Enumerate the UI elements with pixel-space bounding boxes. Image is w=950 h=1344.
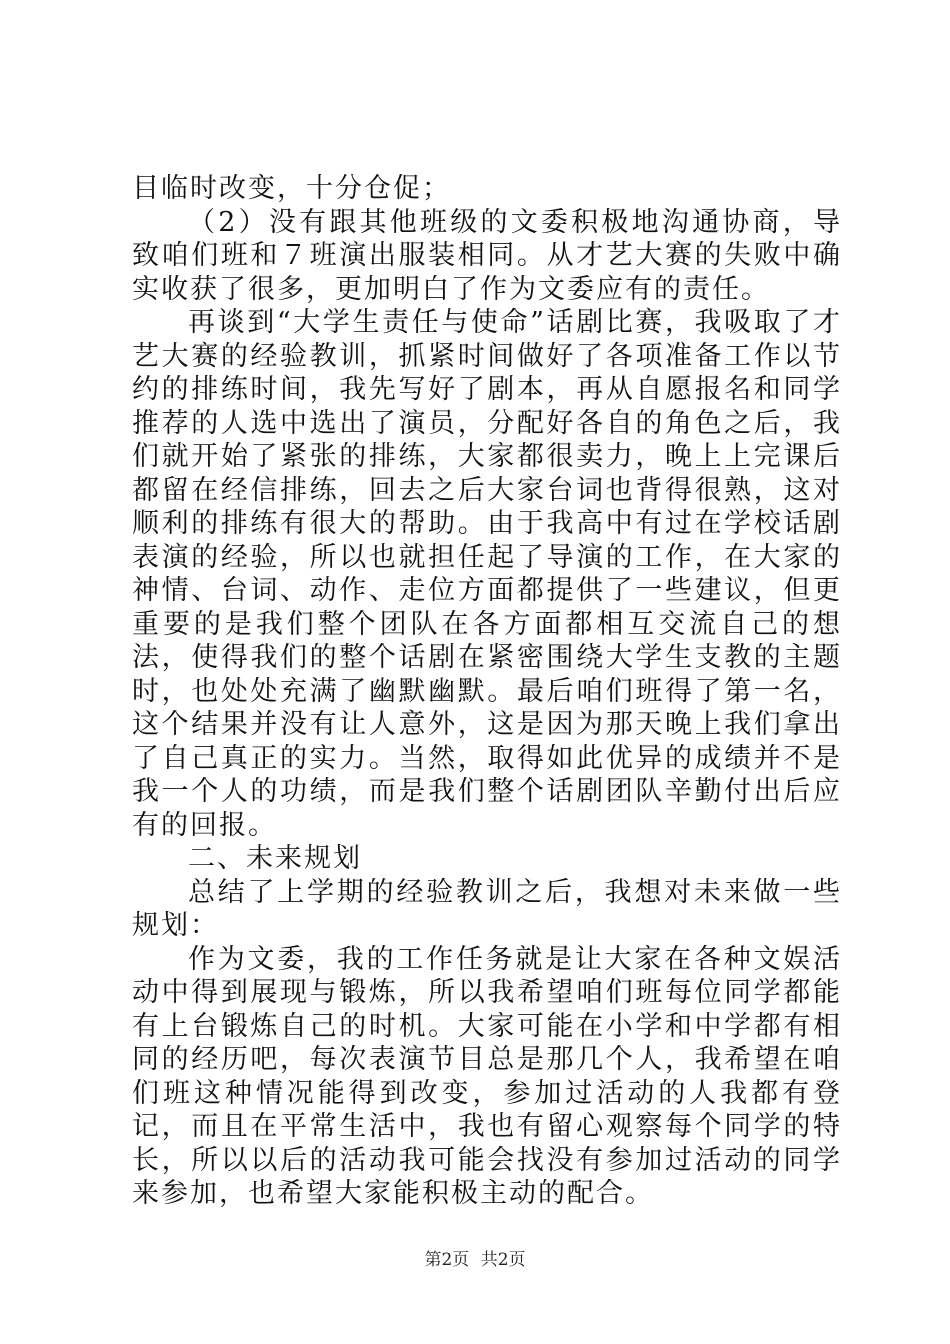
paragraph: （2）没有跟其他班级的文委积极地沟通协商，导致咱们班和７班演出服装相同。从才艺大赛的失败中确实收获了很多，更加明白了作为文委应有的责任。 xyxy=(132,206,842,305)
paragraph: 目临时改变，十分仓促； xyxy=(132,173,451,204)
section-heading: 二、未来规划 xyxy=(188,843,362,874)
page-total: 共2页 xyxy=(480,1250,526,1270)
page-number: 第2页 xyxy=(424,1250,470,1270)
paragraph: 再谈到“大学生责任与使命”话剧比赛，我吸取了才艺大赛的经验教训，抓紧时间做好了各项准备工作以节约的排练时间，我先写好了剧本，再从自愿报名和同学推荐的人选中选出了演员，分配好各自的角色之后，我们就开始了紧张的排练，大家都很卖力，晚上上完课后都留在经信排练，回去之后大家台词也背得很熟，这对顺利的排练有很大的帮助。由于我高中有过在学校话剧表演的经验，所以也就担任起了导演的工作，在大家的神情、台词、动作、走位方面都提供了一些建议，但更重要的是我们整个团队在各方面都相互交流自己的想法，使得我们的整个话剧在紧密围绕大学生支教的主题时，也处处充满了幽默幽默。最后咱们班得了第一名，这个结果并没有让人意外，这是因为那天晚上我们拿出了自己真正的实力。当然，取得如此优异的成绩并不是我一个人的功绩，而是我们整个话剧团队辛勤付出后应有的回报。 xyxy=(132,307,842,841)
document-body xyxy=(132,172,842,1211)
paragraph: 总结了上学期的经验教训之后，我想对未来做一些规划： xyxy=(132,876,842,941)
paragraph: 作为文委，我的工作任务就是让大家在各种文娱活动中得到展现与锻炼，所以我希望咱们班每位同学都能有上台锻炼自己的时机。大家可能在小学和中学都有相同的经历吧，每次表演节目总是那几个人，我希望在咱们班这种情况能得到改变，参加过活动的人我都有登记，而且在平常生活中，我也有留心观察每个同学的特长，所以以后的活动我可能会找没有参加过活动的同学来参加，也希望大家能积极主动的配合。 xyxy=(132,943,842,1209)
page-footer xyxy=(0,1245,950,1270)
